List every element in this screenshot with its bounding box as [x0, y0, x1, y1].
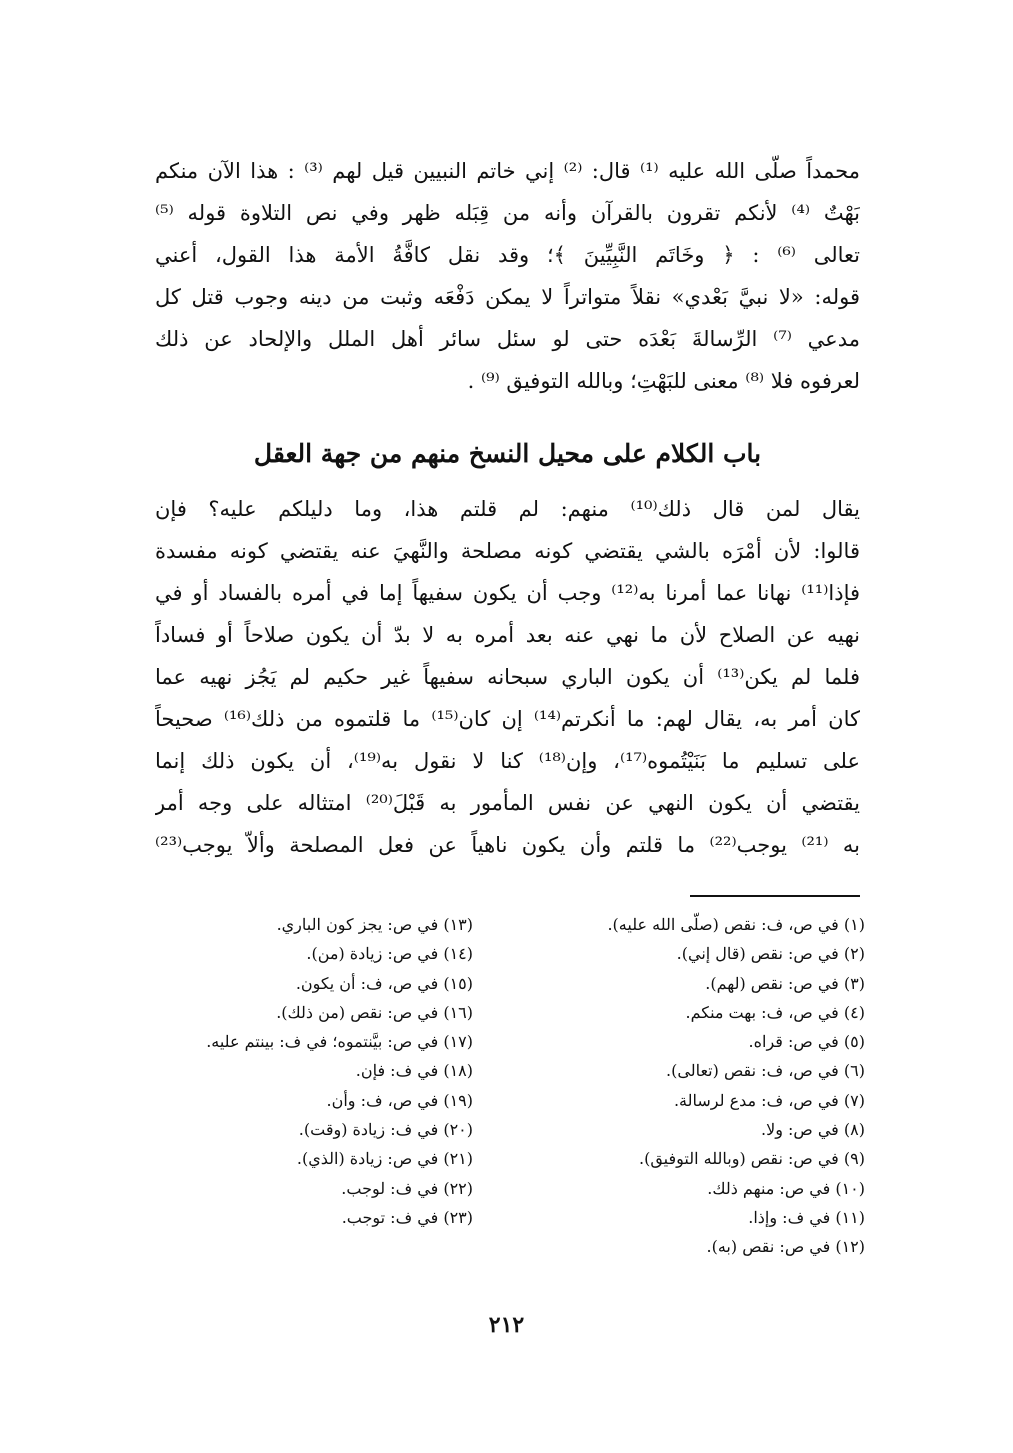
text-line: به ⁽²¹⁾ يوجب⁽²²⁾ ما قلتم وأن يكون ناهياً عن فعل المصلحة وألاّ يوجب⁽²³⁾	[155, 833, 860, 857]
text-line: نهيه عن الصلاح لأن ما نهي عنه بعد أمره به لا بدّ أن يكون صلاحاً أو فساداً	[155, 623, 860, 647]
footnote: (١٦) في ص: نقص (من ذلك).	[276, 1002, 473, 1022]
footnotes-column-right	[535, 910, 865, 1262]
text-line: فإذا⁽¹¹⁾ نهانا عما أمرنا به⁽¹²⁾ وجب أن يكون سفيهاً إما في أمره بالفساد أو في	[155, 581, 860, 605]
text-line: لعرفوه فلا ⁽⁸⁾ معنى للبَهْتِ؛ وبالله التوفيق ⁽⁹⁾ .	[467, 369, 860, 393]
footnote: (١٣) في ص: يجز كون الباري.	[276, 915, 473, 934]
footnote-divider	[690, 895, 860, 897]
text-line: يقتضي أن يكون النهي عن نفس المأمور به قَبْلَ⁽²⁰⁾ امتثاله على وجه أمر	[155, 791, 860, 815]
footnote: (٥) في ص: قراه.	[748, 1032, 865, 1052]
footnote: (١) في ص، ف: نقص (صلّى الله عليه).	[607, 915, 865, 934]
footnote: (٢٢) في ف: لوجب.	[341, 1178, 473, 1198]
footnote: (١٤) في ص: زيادة (من).	[306, 944, 473, 964]
footnote: (١٠) في ص: منهم ذلك.	[707, 1178, 865, 1198]
footnote: (١٧) في ص: بيَّنتموه؛ في ف: بينتم عليه.	[206, 1032, 473, 1052]
text-line: محمداً صلّى الله عليه ⁽¹⁾ قال: ⁽²⁾ إني خاتم النبيين قيل لهم ⁽³⁾ : هذا الآن منكم	[155, 159, 860, 183]
footnote: (٨) في ص: ولا.	[761, 1120, 865, 1140]
footnote: (٣) في ص: نقص (لهم).	[705, 973, 865, 993]
footnotes-column-left	[143, 910, 473, 1232]
text-line: كان أمر به، يقال لهم: ما أنكرتم⁽¹⁴⁾ إن كان⁽¹⁵⁾ ما قلتموه من ذلك⁽¹⁶⁾ صحيحاً	[155, 707, 860, 731]
intro-paragraph	[155, 150, 860, 402]
footnote: (١٨) في ف: فإن.	[355, 1061, 473, 1081]
footnote: (٢٣) في ف: توجب.	[341, 1207, 473, 1227]
text-line: مدعي ⁽⁷⁾ الرِّسالةَ بَعْدَه حتى لو سئل سائر أهل الملل والإلحاد عن ذلك	[155, 327, 860, 351]
footnote: (١٩) في ص، ف: وأن.	[326, 1090, 473, 1110]
text-line: تعالى ⁽⁶⁾ : ﴿ وخَاتَم النَّبِيِّينَ ﴾؛ وقد نقل كافَّةُ الأمة هذا القول، أعني	[155, 243, 860, 267]
footnote: (٦) في ص، ف: نقص (تعالى).	[666, 1061, 865, 1081]
page-number: ٢١٢	[488, 1312, 525, 1338]
section-heading: باب الكلام على محيل النسخ منهم من جهة العقل	[253, 439, 762, 468]
main-paragraph	[155, 488, 860, 866]
footnote: (٢) في ص: نقص (قال إني).	[676, 944, 865, 964]
footnote: (٢١) في ص: زيادة (الذي).	[296, 1149, 473, 1169]
footnote: (١٥) في ص، ف: أن يكون.	[295, 973, 473, 993]
text-line: على تسليم ما بَنَيْتُموه⁽¹⁷⁾، وإن⁽¹⁸⁾ كنا لا نقول به⁽¹⁹⁾، أن يكون ذلك إنما	[155, 749, 860, 773]
footnote: (٢٠) في ف: زيادة (وقت).	[298, 1120, 473, 1140]
footnote: (٩) في ص: نقص (وبالله التوفيق).	[639, 1149, 865, 1169]
text-line: فلما لم يكن⁽¹³⁾ أن يكون الباري سبحانه سفيهاً غير حكيم لم يَجُز نهيه عما	[155, 665, 860, 689]
text-line: قالوا: لأن أمْرَه بالشي يقتضي كونه مصلحة والنَّهيَ عنه يقتضي كونه مفسدة	[155, 539, 860, 563]
text-line: بَهْتٌ ⁽⁴⁾ لأنكم تقرون بالقرآن وأنه من قِبَله ظهر وفي نص التلاوة قوله ⁽⁵⁾	[155, 201, 860, 225]
footnote: (٤) في ص، ف: بهت منكم.	[685, 1002, 865, 1022]
text-line: يقال لمن قال ذلك⁽¹⁰⁾ منهم: لم قلتم هذا، وما دليلكم عليه؟ فإن	[155, 497, 860, 521]
footnote: (١١) في ف: وإذا.	[748, 1207, 865, 1227]
footnote: (١٢) في ص: نقص (به).	[706, 1237, 865, 1257]
footnote: (٧) في ص، ف: مدع لرسالة.	[673, 1090, 865, 1110]
text-line: قوله: «لا نبيَّ بَعْدي» نقلاً متواتراً لا يمكن دَفْعَه وثبت من دينه وجوب قتل كل	[155, 285, 860, 309]
